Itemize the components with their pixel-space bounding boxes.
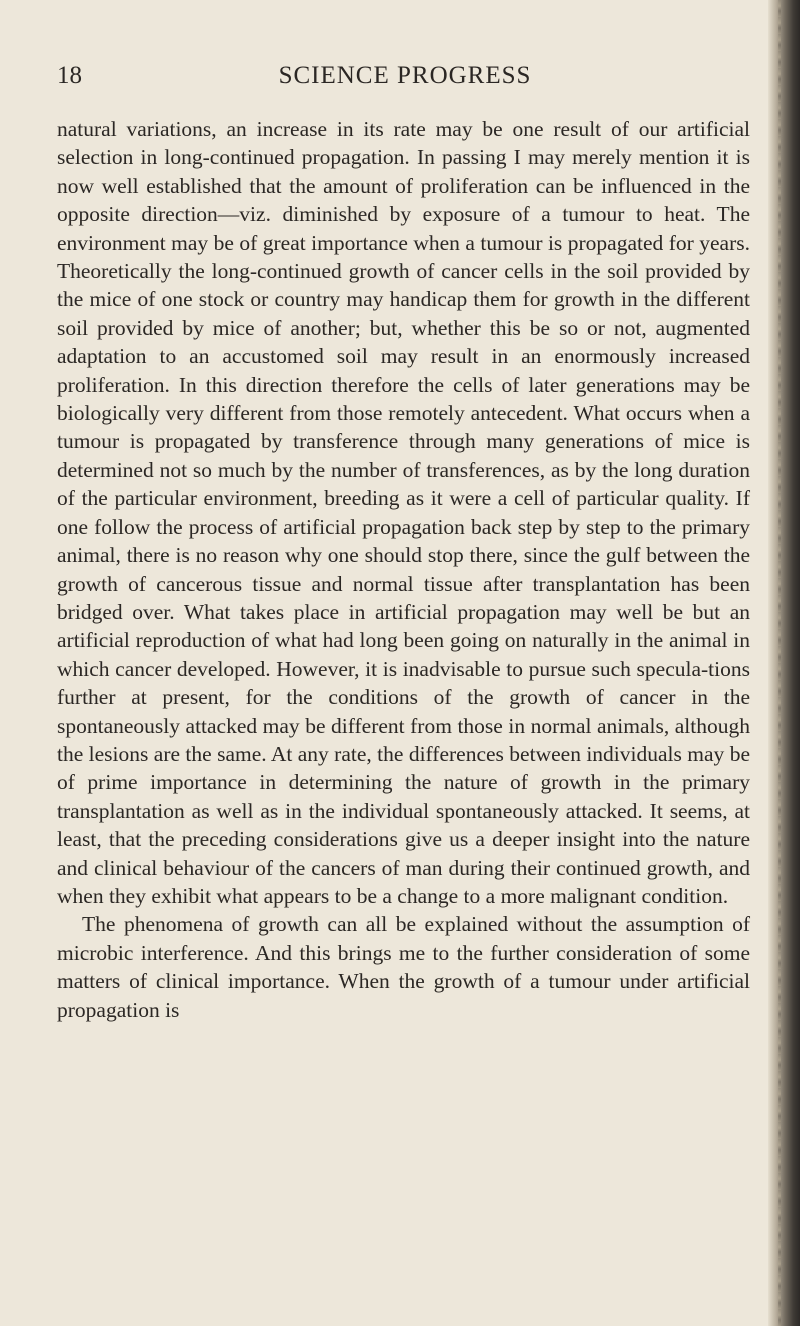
- page-edge-shadow: [768, 0, 800, 1326]
- page-number: 18: [57, 62, 82, 89]
- paragraph: The phenomena of growth can all be explained without the assumption of microbic interference. And this brings me to the further consideration of some matters of clinical importance. When the growth of a tumour under artificial propagation is: [57, 912, 750, 1022]
- running-title: SCIENCE PROGRESS: [278, 62, 532, 89]
- body-text: [57, 115, 750, 1024]
- paragraph: natural variations, an increase in its rate may be one result of our artificial selection in long-continued propagation. In passing I may merely mention it is now well established that the amount of proliferation can be influenced in the opposite direction—viz. diminished by exposure of a tumour to heat. The environment may be of great importance when a tumour is propagated for years. Theoretically the long-continued growth of cancer cells in the soil provided by the mice of one stock or country may handicap them for growth in the different soil provided by mice of another; but, whether this be so or not, augmented adaptation to an accustomed soil may result in an enormously increased proliferation. In this direction therefore the cells of later generations may be biologically very different from those remotely antecedent. What occurs when a tumour is propagated by transference through many generations of mice is determined not so much by the number of transferences, as by the long duration of the particular environment, breeding as it were a cell of particular quality. If one follow the process of artificial propagation back step by step to the primary animal, there is no reason why one should stop there, since the gulf between the growth of cancerous tissue and normal tissue after transplantation has been bridged over. What takes place in artificial propagation may well be but an artificial reproduction of what had long been going on naturally in the animal in which cancer developed. However, it is inadvisable to pursue such specula-tions further at present, for the conditions of the growth of cancer in the spontaneously attacked may be different from those in normal animals, although the lesions are the same. At any rate, the differences between individuals may be of prime importance in determining the nature of growth in the primary transplantation as well as in the individual spontaneously attacked. It seems, at least, that the preceding considerations give us a deeper insight into the nature and clinical behaviour of the cancers of man during their continued growth, and when they exhibit what appears to be a change to a more malignant condition.: [57, 117, 750, 908]
- page-header: [57, 62, 753, 96]
